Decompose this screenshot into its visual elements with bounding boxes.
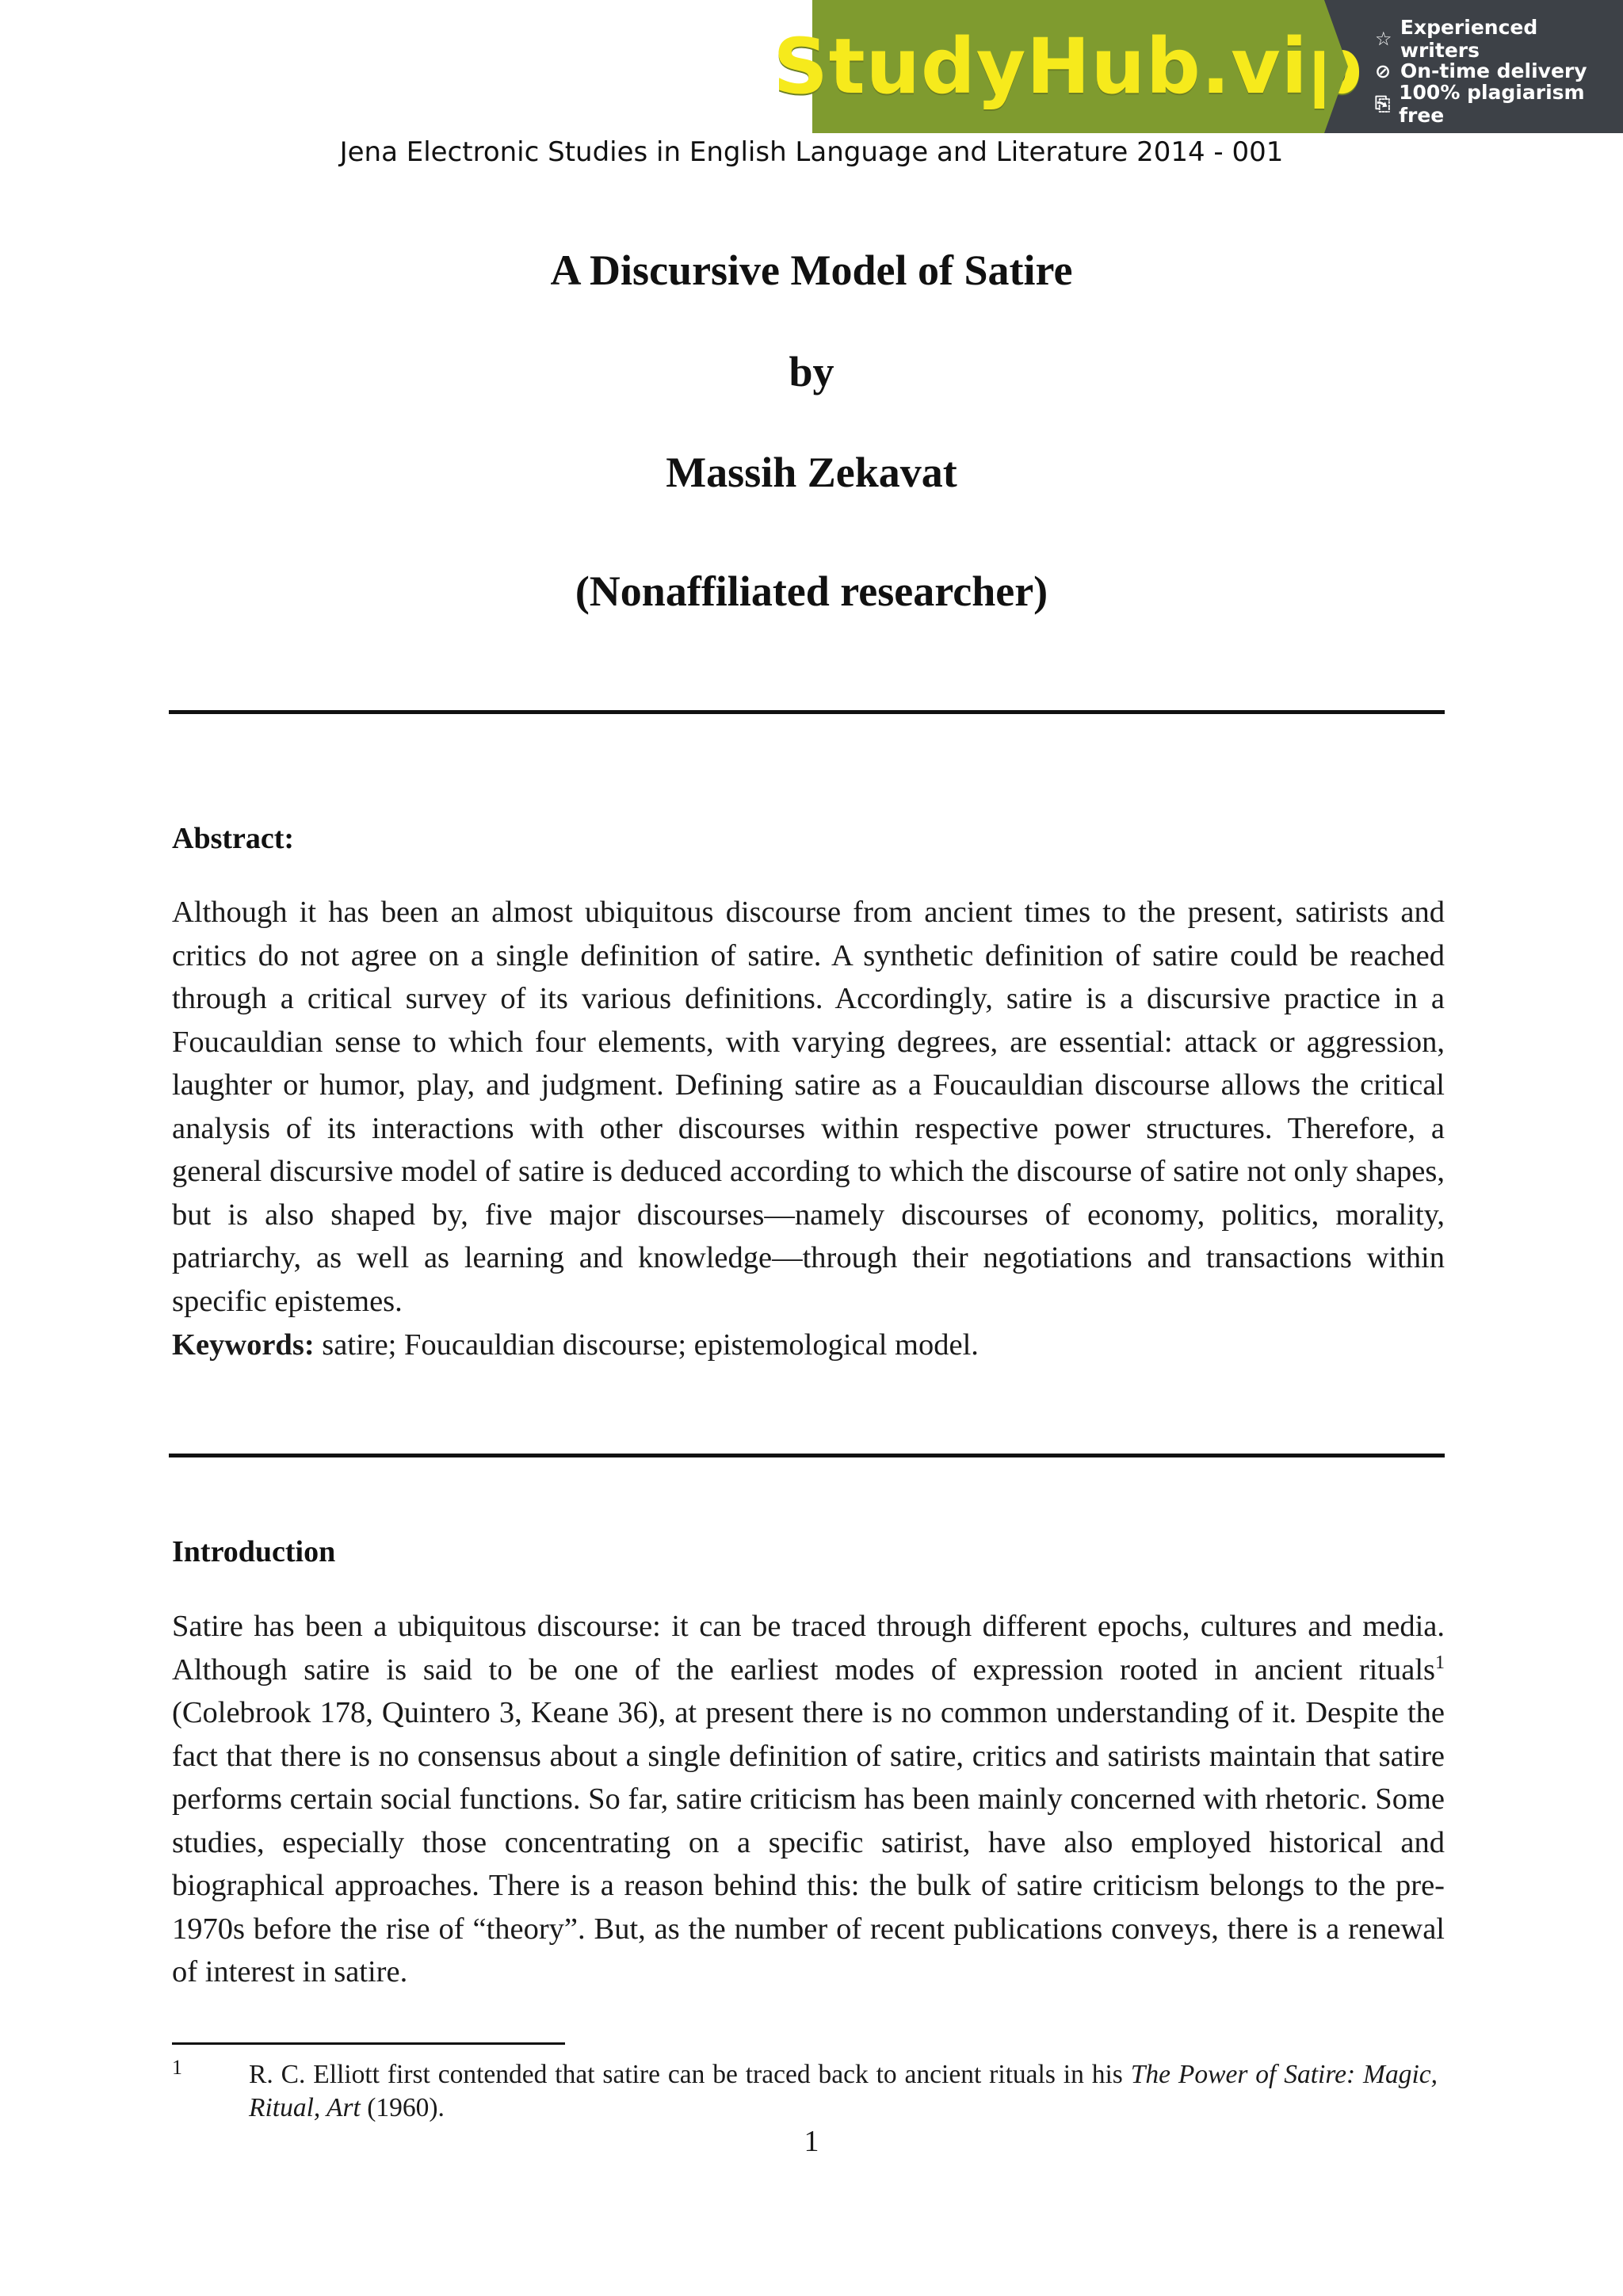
feature-label: Experienced writers	[1400, 15, 1538, 62]
divider	[169, 1454, 1445, 1457]
footnote-divider	[172, 2042, 565, 2045]
star-icon: ☆	[1375, 27, 1392, 50]
banner-features	[1324, 0, 1623, 133]
footnote-text-before: R. C. Elliott first contended that satire can be traced back to ancient rituals in his	[249, 2060, 1131, 2089]
keywords-text: satire; Foucauldian discourse; epistemological model.	[314, 1328, 979, 1362]
feature-experienced-writers	[1375, 15, 1623, 62]
journal-header: Jena Electronic Studies in English Language and Literature 2014 - 001	[339, 136, 1284, 168]
introduction-heading: Introduction	[172, 1535, 336, 1568]
keywords-line	[172, 1324, 1445, 1367]
divider	[169, 710, 1445, 714]
feature-label: On-time delivery	[1400, 59, 1587, 82]
footnote-text-after: (1960).	[360, 2093, 445, 2122]
footnote-book-title: The Power of Satire: Magic, Ritual, Art	[249, 2060, 1438, 2122]
intro-text-part1: Satire has been a ubiquitous discourse: it can be traced through different epochs, cultures and media. Although satire is said to be one of the earliest modes of expression rooted in ancient rituals	[172, 1610, 1445, 1687]
feature-label: 100% plagiarism free	[1399, 80, 1585, 127]
introduction-body	[172, 1605, 1445, 1994]
brand-logo[interactable]	[773, 0, 1364, 133]
clock-icon: ⊘	[1375, 59, 1392, 82]
author-affiliation: (Nonaffiliated researcher)	[575, 567, 1048, 615]
feature-plagiarism-free	[1375, 80, 1623, 127]
author-name: Massih Zekavat	[666, 449, 957, 496]
footnote-text	[249, 2058, 1438, 2125]
brand-arrow-shape	[1324, 0, 1348, 133]
byline: by	[789, 348, 834, 395]
paper-title: A Discursive Model of Satire	[550, 246, 1073, 294]
abstract-body: Although it has been an almost ubiquitous discourse from ancient times to the present, satirists and critics do not agree on a single definition of satire. A synthetic definition of satire could be reached through a critical survey of its various definitions. Accordingly, satire is a discursive practice in a Foucauldian sense to which four elements, with varying degrees, are essential: attack or aggression, laughter or humor, play, and judgment. Defining satire as a Foucauldian discourse allows the critical analysis of its interactions with other discourses within respective power structures. Therefore, a general discursive model of satire is deduced according to which the discourse of satire not only shapes, but is also shaped by, five major discourses—namely discourses of economy, politics, morality, patriarchy, as well as learning and knowledge—through their negotiations and transactions within specific epistemes.	[172, 896, 1445, 1318]
brand-logo-text: StudyHub.vip	[773, 22, 1364, 111]
intro-text-part2: (Colebrook 178, Quintero 3, Keane 36), at present there is no common understanding of it. Despite the fact that there is no consensus about a single definition of satire, critics and satirists maintain that satire performs certain social functions. So far, satire criticism has been mainly concerned with rhetoric. Some studies, especially those concentrating on a specific satirist, have also employed historical and biographical approaches. There is a reason behind this: the bulk of satire criticism belongs to the pre-1970s before the rise of “theory”. But, as the number of recent publications conveys, there is a renewal of interest in satire.	[172, 1696, 1445, 1988]
abstract-heading: Abstract:	[172, 822, 295, 855]
keywords-label: Keywords:	[172, 1328, 315, 1362]
page-number: 1	[804, 2125, 819, 2158]
copy-icon: ⎘	[1375, 92, 1391, 115]
ad-banner[interactable]	[773, 0, 1623, 133]
footnote-number: 1	[172, 2056, 182, 2079]
footnote-reference[interactable]: 1	[1435, 1652, 1445, 1673]
